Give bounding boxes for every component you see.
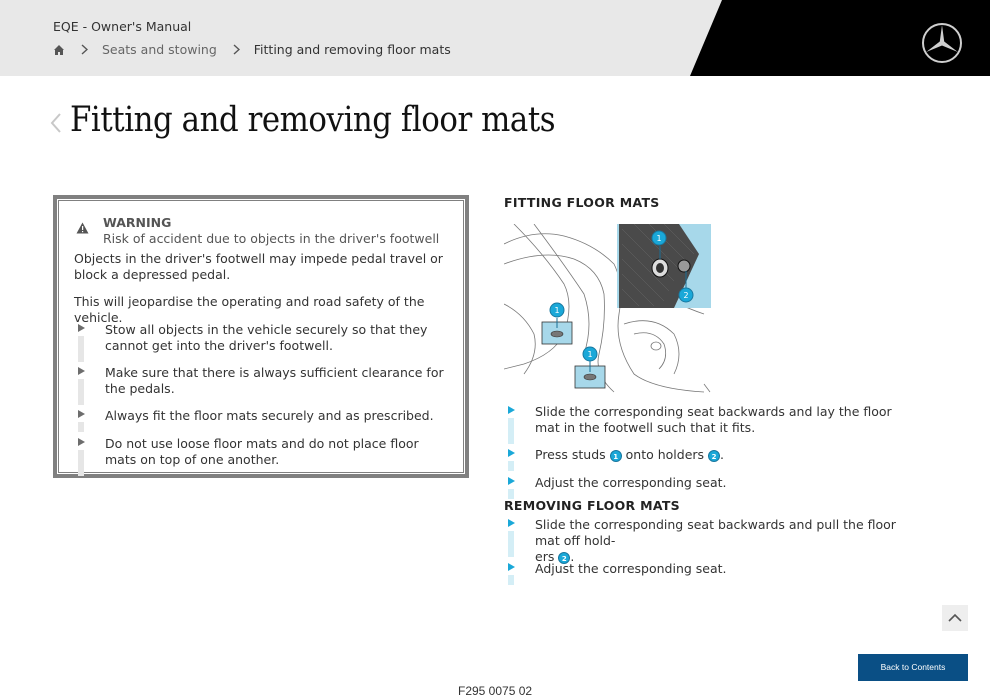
home-icon[interactable] xyxy=(53,44,65,56)
list-item: Press studs 1 onto holders 2 . xyxy=(504,447,914,469)
mercedes-star-logo-icon xyxy=(921,22,963,68)
list-item: Stow all objects in the vehicle securely so that they cannot get into the driver's footwell. xyxy=(74,322,454,362)
warning-triangle-icon xyxy=(76,219,89,238)
list-item: Slide the corresponding seat backwards and pull the floor mat off hold- ers 2 . xyxy=(504,517,914,557)
warning-box xyxy=(53,195,469,478)
callout-badge: 2 xyxy=(558,552,570,564)
callout-label: 1 xyxy=(554,306,560,315)
section-title-fitting: FITTING FLOOR MATS xyxy=(504,195,660,210)
breadcrumb-current: Fitting and removing floor mats xyxy=(253,42,451,57)
warning-subheading: Risk of accident due to objects in the driver's footwell xyxy=(103,231,440,246)
chevron-right-icon xyxy=(81,44,88,55)
callout-marker xyxy=(583,347,597,361)
callout-marker xyxy=(652,231,666,245)
callout-label: 1 xyxy=(656,234,662,243)
list-item: Adjust the corresponding seat. xyxy=(504,561,914,583)
back-to-contents-button[interactable]: Back to Contents xyxy=(858,654,968,681)
warning-paragraph: Objects in the driver's footwell may impede pedal travel or block a depressed pedal. xyxy=(74,251,443,282)
scroll-to-top-button[interactable] xyxy=(942,605,968,631)
list-item: Do not use loose floor mats and do not place floor mats on top of one another. xyxy=(74,436,454,476)
list-item: Slide the corresponding seat backwards and lay the floor mat in the footwell such that it fits. xyxy=(504,404,914,444)
chevron-left-icon[interactable] xyxy=(50,112,62,138)
callout-badge: 1 xyxy=(610,450,622,462)
callout-label: 1 xyxy=(587,350,593,359)
callout-marker xyxy=(679,288,693,302)
callout-marker xyxy=(550,303,564,317)
breadcrumb xyxy=(53,42,451,57)
warning-paragraph: This will jeopardise the operating and road safety of the vehicle. xyxy=(74,294,425,325)
section-title-removing: REMOVING FLOOR MATS xyxy=(504,498,680,513)
warning-heading: WARNING xyxy=(103,215,172,230)
top-header xyxy=(0,0,990,76)
app-title: EQE - Owner's Manual xyxy=(53,19,192,34)
floor-mat-illustration xyxy=(504,224,712,398)
breadcrumb-seats-and-stowing[interactable]: Seats and stowing xyxy=(102,42,217,57)
chevron-up-icon xyxy=(942,605,968,631)
list-item: Adjust the corresponding seat. xyxy=(504,475,914,497)
callout-badge: 2 xyxy=(708,450,720,462)
figure-code: F295 0075 02 xyxy=(458,684,533,698)
callout-label: 2 xyxy=(683,291,689,300)
page-title: Fitting and removing floor mats xyxy=(70,100,556,140)
list-item: Make sure that there is always sufficient clearance for the pedals. xyxy=(74,365,454,405)
chevron-right-icon xyxy=(233,44,240,55)
list-item: Always fit the floor mats securely and as prescribed. xyxy=(74,408,454,430)
